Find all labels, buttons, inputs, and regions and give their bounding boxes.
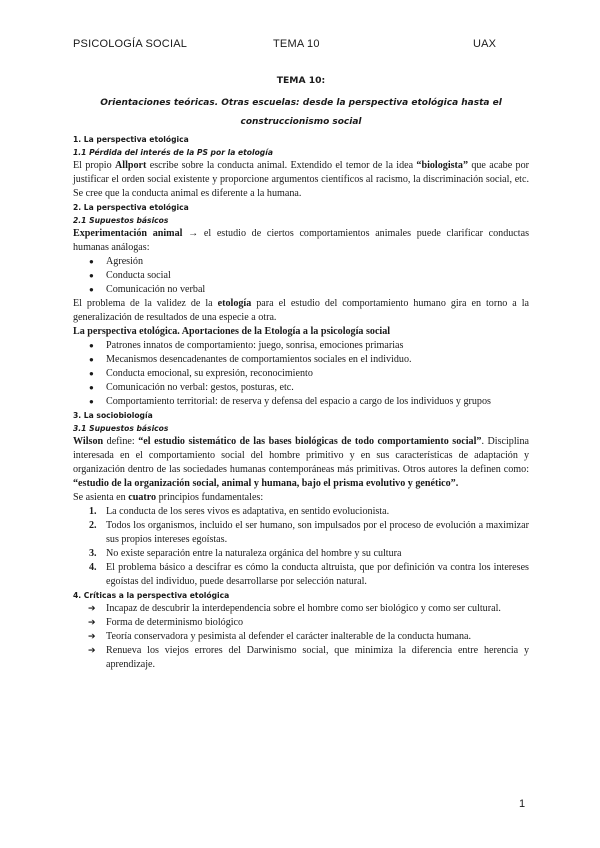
bullet-list-contributions: [73, 339, 529, 409]
list-item: [73, 339, 529, 353]
bold-term-cuatro: cuatro: [128, 492, 157, 503]
section-2-1-heading: 2.1 Supuestos básicos: [73, 216, 169, 225]
list-item-text: Agresión: [106, 256, 144, 267]
section-3-heading: 3. La sociobiología: [73, 411, 153, 420]
list-item-text: El problema básico a descifrar es cómo la conducta altruista, que por definición va contra los intereses egoístas del individuo, puede desarrollarse por selección natural.: [106, 562, 529, 587]
document-body: [73, 74, 529, 672]
section-1-1-heading: 1.1 Pérdida del interés de la PS por la etología: [73, 148, 273, 157]
list-item: [73, 255, 529, 269]
list-item-text: Comportamiento territorial: de reserva y defensa del espacio a cargo de los individuos y grupos: [106, 396, 491, 407]
arrow-right-icon: ➔: [88, 632, 96, 642]
list-item: [73, 519, 529, 547]
text-run: principios fundamentales:: [156, 492, 264, 503]
document-subtitle: [73, 94, 529, 132]
text-run: Se asienta en: [73, 492, 129, 503]
bullet-icon: ●: [89, 397, 94, 406]
subtitle-line-2: construccionismo social: [240, 117, 362, 127]
list-item: [73, 353, 529, 367]
section-1-heading: 1. La perspectiva etológica: [73, 135, 189, 144]
list-item-text: Comunicación no verbal: gestos, posturas, etc.: [106, 382, 294, 393]
list-item: [73, 561, 529, 589]
section-3-1-heading: 3.1 Supuestos básicos: [73, 424, 169, 433]
bullet-icon: ●: [89, 285, 94, 294]
section-2-paragraph: [73, 227, 529, 255]
list-number: 2.: [89, 520, 97, 531]
list-item-text: Incapaz de descubrir la interdependencia sobre el hombre como ser biológico y como ser cultural.: [106, 603, 501, 614]
list-item-text: Conducta emocional, su expresión, reconocimiento: [106, 368, 313, 379]
section-3-paragraph: [73, 435, 529, 491]
list-item: [73, 367, 529, 381]
list-item: [73, 547, 529, 561]
bold-term-wilson: Wilson: [73, 436, 104, 447]
bold-quote-wilson: “el estudio sistemático de las bases biológicas de todo comportamiento social”: [138, 436, 482, 447]
bold-quote-definition: “estudio de la organización social, animal y humana, bajo el prisma evolutivo y genético”.: [73, 478, 459, 489]
text-run: para el estudio del comportamiento humano gira en torno a la generalización de resultados de una especie a otra.: [73, 298, 529, 323]
list-item-text: Conducta social: [106, 270, 171, 281]
text-run: escribe sobre la conducta animal. Extendido el temor de la idea: [146, 160, 417, 171]
section-3-paragraph-2: [73, 491, 529, 505]
list-item-text: Forma de determinismo biológico: [106, 617, 244, 628]
page-number: 1: [519, 798, 526, 810]
bullet-icon: ●: [89, 257, 94, 266]
bold-term-etologia: etología: [217, 298, 252, 309]
section-2-paragraph-2: [73, 297, 529, 325]
bold-term-experimentacion: Experimentación animal: [73, 228, 183, 239]
bullet-icon: ●: [89, 383, 94, 392]
list-item-text: Mecanismos desencadenantes de comportamientos sociales en el individuo.: [106, 354, 412, 365]
bold-term-biologista: “biologista”: [416, 160, 469, 171]
bullet-icon: ●: [89, 271, 94, 280]
list-item: [73, 602, 529, 616]
bold-term-allport: Allport: [114, 160, 147, 171]
list-item-text: Todos los organismos, incluido el ser humano, son impulsados por el proceso de evolución a maximizar sus propios intereses egoístas.: [106, 520, 529, 545]
list-item: [73, 616, 529, 630]
header-subject: PSICOLOGÍA SOCIAL: [73, 38, 188, 50]
list-item-text: Patrones innatos de comportamiento: juego, sonrisa, emociones primarias: [106, 340, 404, 351]
list-item: [73, 505, 529, 519]
bullet-icon: ●: [89, 355, 94, 364]
document-title: TEMA 10:: [276, 75, 326, 86]
section-4-heading: 4. Críticas a la perspectiva etológica: [73, 591, 230, 600]
bold-line: La perspectiva etológica. Aportaciones de la Etología a la psicología social: [73, 326, 391, 337]
text-run: El problema de la validez de la: [73, 298, 218, 309]
text-run: → el estudio de ciertos comportamientos animales puede clarificar conductas humanas análogas:: [73, 228, 529, 253]
section-1-paragraph: [73, 159, 529, 201]
list-item: [73, 630, 529, 644]
arrow-right-icon: ➔: [88, 646, 96, 656]
list-item-text: Comunicación no verbal: [106, 284, 206, 295]
list-item: [73, 381, 529, 395]
bullet-icon: ●: [89, 341, 94, 350]
list-number: 1.: [89, 506, 97, 517]
arrow-right-icon: ➔: [88, 618, 96, 628]
text-run: que acabe por justificar el orden social existente y proporcione argumentos científicos al racismo, la discriminación social, etc. Se cree que la conducta animal es diferente a la humana.: [73, 160, 529, 199]
list-item: [73, 269, 529, 283]
bullet-icon: ●: [89, 369, 94, 378]
list-item-text: La conducta de los seres vivos es adaptativa, en sentido evolucionista.: [106, 506, 390, 517]
arrow-list-critiques: [73, 602, 529, 672]
arrow-right-icon: ➔: [88, 604, 96, 614]
list-number: 4.: [89, 562, 97, 573]
subtitle-line-1: Orientaciones teóricas. Otras escuelas: desde la perspectiva etológica hasta el: [100, 98, 502, 108]
bullet-list-behaviours: [73, 255, 529, 297]
list-item-text: Teoría conservadora y pesimista al defender el carácter inalterable de la conducta humana.: [106, 631, 472, 642]
list-item: [73, 395, 529, 409]
section-2-heading: 2. La perspectiva etológica: [73, 203, 189, 212]
header-topic: TEMA 10: [273, 38, 320, 50]
list-number: 3.: [89, 548, 97, 559]
list-item: [73, 283, 529, 297]
list-item-text: No existe separación entre la naturaleza orgánica del hombre y su cultura: [106, 548, 402, 559]
text-run: El propio: [73, 160, 115, 171]
contributions-heading: [73, 325, 529, 339]
header-university: UAX: [473, 38, 497, 50]
numbered-list-principles: [73, 505, 529, 589]
list-item: [73, 644, 529, 672]
text-run: . Disciplina interesada en el comportamiento social del hombre primitivo y en sus características de adaptación y organización dentro de las sociedades humanas contemporáneas más primitivas. Otros autores la definen como:: [73, 436, 529, 475]
list-item-text: Renueva los viejos errores del Darwinismo social, que minimiza la diferencia entre herencia y aprendizaje.: [106, 645, 529, 670]
text-run: define:: [103, 436, 139, 447]
